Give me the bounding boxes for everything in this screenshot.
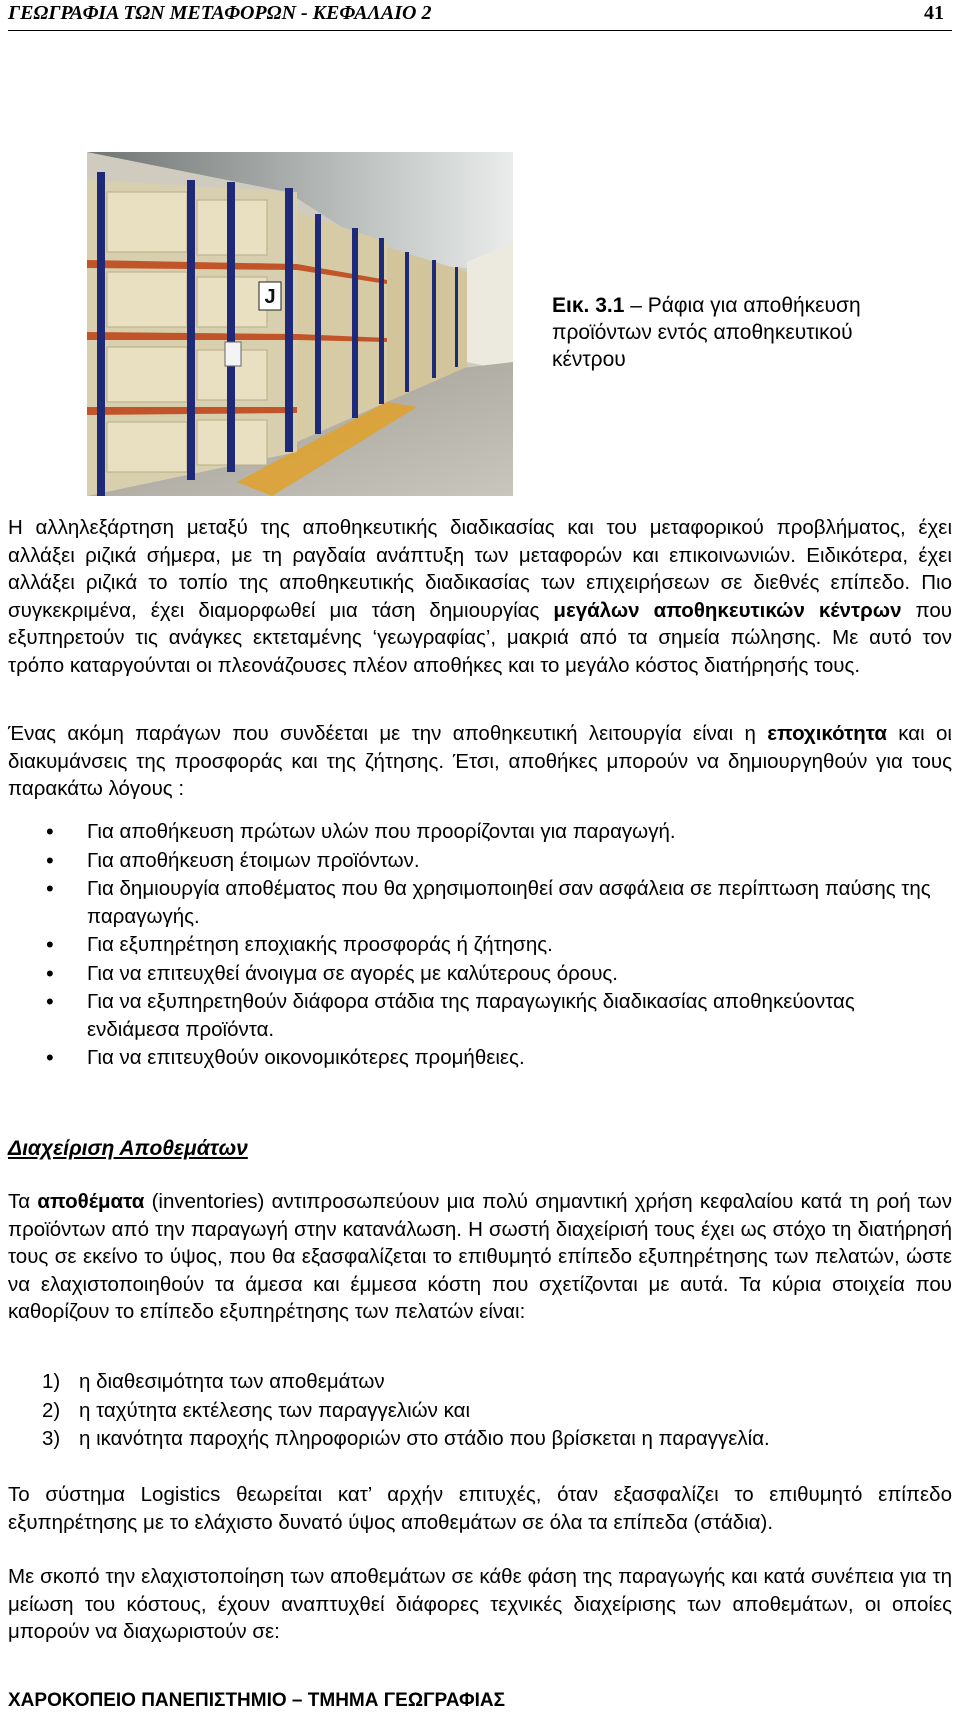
paragraph-text: (inventories) αντιπροσωπεύουν μια πολύ σημαντική χρήση κεφαλαίου κατά τη ροή των προϊόντων από την παραγωγή στην κατανάλωση. Η σωστή διαχείρισή τους έχει ως στόχο τη διατήρησή τους σε εκείνο το ύψος, που θα εξασφαλίζεται το επιθυμητό επίπεδο εξυπηρέτησης των πελατών, ώστε να ελαχιστοποιηθούν τα άμεσα και έμμεσα κόστη που σχετίζονται με αυτά. Τα κύρια στοιχεία που καθορίζουν το επίπεδο εξυπηρέτησης των πελατών είναι: — [8, 1190, 952, 1323]
figure-caption-text: – Ράφια για αποθήκευση προϊόντων εντός αποθηκευτικού κέντρου — [552, 294, 861, 371]
bold-term-distribution-centers: μεγάλων αποθηκευτικών κέντρων — [553, 598, 902, 622]
page-number: 41 — [924, 2, 944, 24]
paragraph-seasonality — [8, 720, 952, 803]
list-item — [8, 1425, 952, 1453]
list-item: • Για να εξυπηρετηθούν διάφορα στάδια της παραγωγικής διαδικασίας αποθηκεύοντας ενδιάμεσα προϊόντα. — [8, 988, 952, 1043]
warehouse-racks-photo — [87, 152, 513, 496]
rack-letter-sign: J — [264, 286, 276, 308]
list-item: • Για δημιουργία αποθέματος που θα χρησιμοποιηθεί σαν ασφάλεια σε περίπτωση παύσης της παραγωγής. — [8, 875, 952, 930]
list-item — [8, 1368, 952, 1396]
paragraph-logistics-success — [8, 1481, 952, 1536]
reasons-bullet-list — [8, 818, 952, 1072]
list-item-number: 1) — [42, 1370, 61, 1393]
paragraph-text: Το σύστημα Logistics θεωρείται κατ’ αρχήν επιτυχές, όταν εξασφαλίζει το επιθυμητό επίπεδο εξυπηρέτησης με το ελάχιστο δυνατό ύψος αποθεμάτων σε όλα τα επίπεδα (στάδια). — [8, 1483, 952, 1534]
figure-caption-label: Εικ. 3.1 — [552, 294, 625, 317]
page-footer: ΧΑΡΟΚΟΠΕΙΟ ΠΑΝΕΠΙΣΤΗΜΙΟ – ΤΜΗΜΑ ΓΕΩΓΡΑΦΙΑΣ — [8, 1690, 505, 1711]
section-heading-container — [8, 1135, 952, 1163]
paragraph-text: που εξυπηρετούν τις ανάγκες εκτεταμένης ‘γεωγραφίας’, μακριά από τα σημεία πώλησης. Με αυτό τον τρόπο καταργούνται οι πλεονάζουσες πλέον αποθήκες και το μεγάλο κόστος διατήρησής τους. — [8, 598, 952, 677]
paragraph-techniques — [8, 1563, 952, 1646]
reasons-list-container — [8, 818, 952, 1073]
warehouse-photo-drawing — [87, 152, 513, 496]
list-item: • Για να επιτευχθούν οικονομικότερες προμήθειες. — [8, 1044, 952, 1072]
list-item-text: η ταχύτητα εκτέλεσης των παραγγελιών και — [79, 1398, 471, 1422]
chapter-title: ΓΕΩΓΡΑΦΙΑ ΤΩΝ ΜΕΤΑΦΟΡΩΝ - ΚΕΦΑΛΑΙΟ 2 — [8, 2, 432, 24]
section-heading: Διαχείριση Αποθεμάτων — [8, 1137, 248, 1160]
list-item: • Για αποθήκευση έτοιμων προϊόντων. — [8, 847, 952, 875]
list-item-text: η ικανότητα παροχής πληροφοριών στο στάδιο που βρίσκεται η παραγγελία. — [79, 1427, 770, 1450]
bold-term-inventories: αποθέματα — [37, 1190, 145, 1213]
service-elements-container — [8, 1368, 952, 1454]
paragraph-text: Τα — [8, 1190, 38, 1213]
list-item-number: 2) — [42, 1398, 61, 1422]
figure-caption — [552, 292, 882, 373]
paragraph-text: Η αλληλεξάρτηση μεταξύ της αποθηκευτικής διαδικασίας και του μεταφορικού προβλήματος, έχει αλλάξει ριζικά σήμερα, με τη ραγδαία ανάπτυξη των μεταφορών και επικοινωνιών. Ειδικότερα, έχει αλλάξει ριζικά το τοπίο της αποθηκευτικής διαδικασίας των επιχειρήσεων σε διεθνές επίπεδο. Πιο συγκεκριμένα, έχει διαμορφωθεί μια τάση δημιουργίας — [8, 516, 952, 622]
list-item: • Για να επιτευχθεί άνοιγμα σε αγορές με καλύτερους όρους. — [8, 960, 952, 988]
paragraph-text: Με σκοπό την ελαχιστοποίηση των αποθεμάτων σε κάθε φάση της παραγωγής και κατά συνέπεια για τη μείωση του κόστους, έχουν αναπτυχθεί διάφορες τεχνικές διαχείρισης των αποθεμάτων, οι οποίες μπορούν να διαχωριστούν σε: — [8, 1565, 952, 1643]
paragraph-text: Ένας ακόμη παράγων που συνδέεται με την αποθηκευτική λειτουργία είναι η — [8, 722, 768, 745]
paragraph-text: και οι διακυμάνσεις της προσφοράς και της ζήτησης. Έτσι, αποθήκες μπορούν να δημιουργηθούν για τους παρακάτω λόγους : — [8, 722, 952, 800]
list-item-text: η διαθεσιμότητα των αποθεμάτων — [79, 1370, 385, 1393]
list-item — [8, 1397, 952, 1425]
paragraph-inventories — [8, 1188, 952, 1326]
paragraph-interdependence — [8, 514, 952, 679]
bold-term-seasonality: εποχικότητα — [767, 722, 887, 745]
list-item-number: 3) — [42, 1427, 61, 1450]
list-item: • Για εξυπηρέτηση εποχιακής προσφοράς ή ζήτησης. — [8, 931, 952, 959]
service-elements-numbered-list — [8, 1368, 952, 1453]
running-header — [8, 0, 952, 31]
list-item: • Για αποθήκευση πρώτων υλών που προορίζονται για παραγωγή. — [8, 818, 952, 846]
